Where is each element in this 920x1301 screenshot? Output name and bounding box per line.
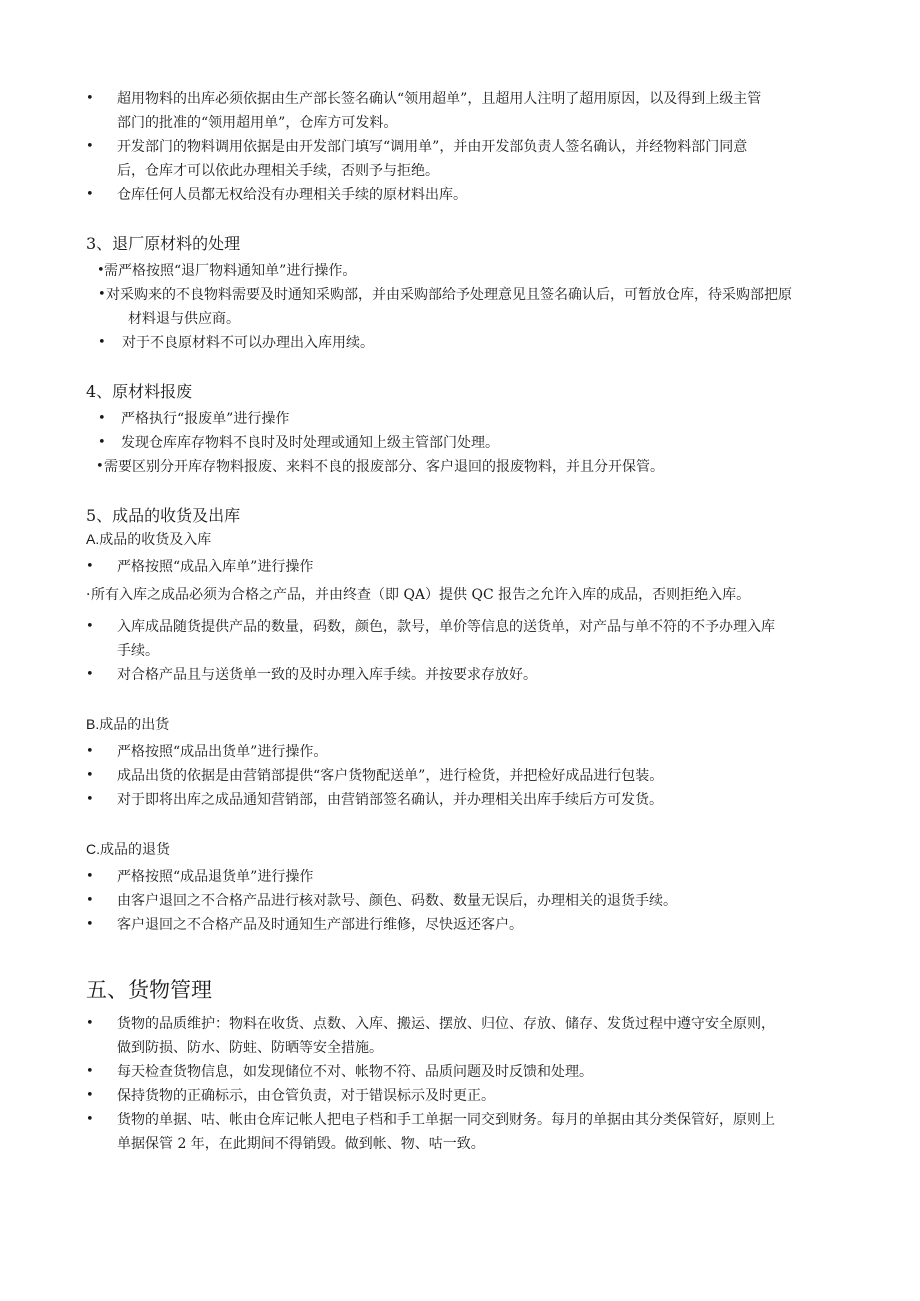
list-item-text: 所有入库之成品必须为合格之产品，并由终查（即 QA）提供 QC 报告之允许入库的成品，否则拒绝入库。 <box>91 587 751 603</box>
bullet: • <box>86 619 94 634</box>
bullet: • <box>86 91 94 106</box>
list-item-text: 开发部门的物料调用依据是由开发部门填写“调用单”，并由开发部负责人签名确认，并经物料部门同意 <box>117 139 748 155</box>
section-heading: 3、退厂原材料的处理 <box>86 234 241 253</box>
bullet: • <box>86 917 94 932</box>
bullet: • <box>86 187 94 202</box>
list-item-text: 严格按照“成品出货单”进行操作。 <box>117 744 328 760</box>
list-item-text: 单据保管 2 年，在此期间不得销毁。做到帐、物、咕一致。 <box>117 1136 485 1152</box>
subsection-title: B.成品的出货 <box>86 716 170 732</box>
bullet: • <box>98 411 106 426</box>
section-heading: 4、原材料报废 <box>86 382 193 401</box>
list-item-text: 超用物料的出库必须依据由生产部长签名确认“领用超单”，且超用人注明了超用原因，以及得到上级主管 <box>117 91 762 107</box>
chapter-heading: 五、货物管理 <box>86 978 212 1002</box>
list-item-text: 对于即将出库之成品通知营销部，由营销部签名确认，并办理相关出库手续后方可发货。 <box>117 792 663 808</box>
list-item-text: 部门的批准的“领用超用单”，仓库方可发料。 <box>117 115 398 131</box>
list-item-text: 货物的单据、咕、帐由仓库记帐人把电子档和手工单据一同交到财务。每月的单据由其分类保管好，原则上 <box>117 1112 775 1128</box>
list-item-text: 每天检查货物信息，如发现储位不对、帐物不符、品质问题及时反馈和处理。 <box>117 1064 593 1080</box>
list-item-text: 后，仓库才可以依此办理相关手续，否则予与拒绝。 <box>117 163 439 179</box>
list-item-text: 由客户退回之不合格产品进行核对款号、颜色、码数、数量无误后，办理相关的退货手续。 <box>117 893 677 909</box>
list-item-text: 保持货物的正确标示，由仓管负责，对于错误标示及时更正。 <box>117 1088 495 1104</box>
list-item-text: 成品出货的依据是由营销部提供“客户货物配送单”，进行检货，并把检好成品进行包装。 <box>117 768 664 784</box>
bullet: • <box>86 1016 94 1031</box>
bullet: • <box>86 1112 94 1127</box>
list-item-text: 手续。 <box>117 643 159 659</box>
bullet: • <box>86 869 94 884</box>
subsection-title: A.成品的收货及入库 <box>86 531 212 547</box>
bullet: • <box>98 435 106 450</box>
bullet: • <box>86 139 94 154</box>
bullet: • <box>98 335 106 350</box>
bullet: • <box>86 1064 94 1079</box>
list-item-text: 严格按照“成品入库单”进行操作 <box>117 559 314 575</box>
list-item-text: 仓库任何人员都无权给没有办理相关手续的原材料出库。 <box>117 187 467 203</box>
section-heading: 5、成品的收货及出库 <box>86 506 241 525</box>
bullet: • <box>86 744 94 759</box>
list-item-text: 对采购来的不良物料需要及时通知采购部，并由采购部给予处理意见且签名确认后，可暂放仓库，待采购部把原 <box>106 287 792 303</box>
list-item-text: 需严格按照“退厂物料通知单”进行操作。 <box>104 263 357 279</box>
subsection-title: C.成品的退货 <box>86 841 170 857</box>
list-item-text: 发现仓库库存物料不良时及时处理或通知上级主管部门处理。 <box>121 435 499 451</box>
list-item-text: 材料退与供应商。 <box>128 311 240 327</box>
list-item-text: 严格执行“报废单”进行操作 <box>121 411 290 427</box>
bullet: • <box>86 792 94 807</box>
bullet: • <box>86 1088 94 1103</box>
bullet: • <box>86 893 94 908</box>
list-item-text: 对合格产品且与送货单一致的及时办理入库手续。并按要求存放好。 <box>117 667 537 683</box>
list-item-text: 货物的品质维护：物料在收货、点数、入库、搬运、摆放、归位、存放、储存、发货过程中遵守安全原则， <box>117 1016 775 1032</box>
list-item-text: 严格按照“成品退货单”进行操作 <box>117 869 314 885</box>
list-item-text: 客户退回之不合格产品及时通知生产部进行维修，尽快返还客户。 <box>117 917 523 933</box>
bullet: • <box>96 459 104 474</box>
list-item-text: 对于不良原材料不可以办理出入库用续。 <box>122 335 374 351</box>
bullet: • <box>97 263 105 278</box>
bullet: · <box>86 587 91 603</box>
bullet: • <box>86 559 94 574</box>
list-item-text: 入库成品随货提供产品的数量，码数，颜色，款号，单价等信息的送货单，对产品与单不符的不予办理入库 <box>117 619 775 635</box>
list-item-text: 做到防损、防水、防蛀、防晒等安全措施。 <box>117 1040 383 1056</box>
list-item-text: 需要区别分开库存物料报废、来料不良的报废部分、客户退回的报废物料，并且分开保管。 <box>104 459 664 475</box>
bullet: • <box>98 287 106 302</box>
bullet: • <box>86 667 94 682</box>
bullet: • <box>86 768 94 783</box>
